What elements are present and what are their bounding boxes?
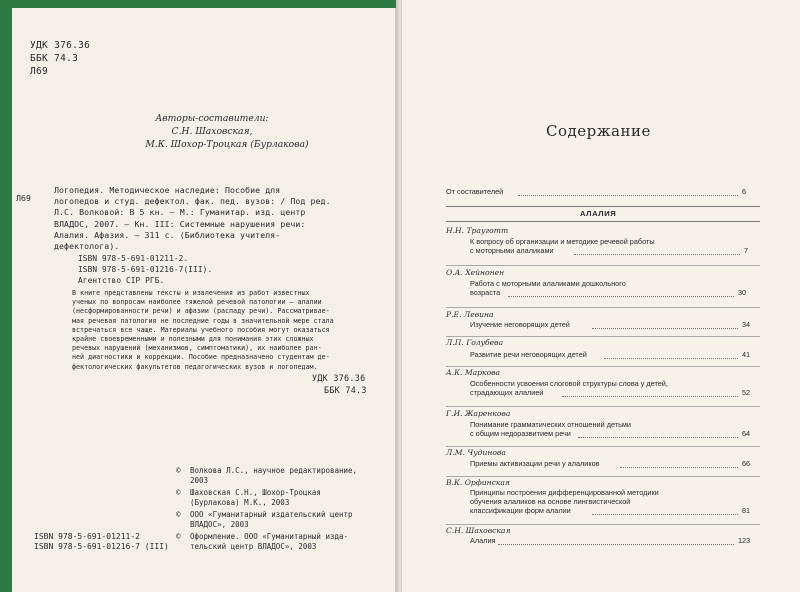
annotation-line: ней диагностики и коррекции. Пособие предназначено студентам де- (72, 353, 330, 362)
leader-dots (592, 328, 738, 329)
udk-code-2: УДК 376.36 (312, 373, 366, 383)
section-rule-top (446, 206, 760, 207)
annotation-line: крайне своевременными и полезными для понимания этих сложных (72, 335, 314, 344)
toc-entry-author: О.А. Хейнонен (446, 268, 505, 277)
entry-rule (446, 366, 760, 367)
toc-title-line: обучения алаликов на основе лингвистической (470, 497, 631, 507)
author-2: М.К. Шохор-Троцкая (Бурлакова) (145, 139, 309, 150)
toc-title-line: с моторными алаликами (470, 246, 554, 256)
copyright-line: (Бурлакова) М.К., 2003 (190, 497, 290, 507)
annotation-line: речевых нарушений (механизмов, симптоматики), их наиболее ран- (72, 344, 322, 353)
copyright-line: Шаховская С.Н., Шохор-Троцкая (190, 488, 321, 497)
toc-entry-page: 7 (744, 246, 749, 255)
biblio-line: дефектолога). (54, 241, 120, 252)
copyright-line: Оформление. ООО «Гуманитарный изда- (190, 532, 349, 541)
biblio-line: Л.С. Волковой: В 5 кн. — М.: Гуманитар. изд. центр (54, 207, 306, 218)
section-rule-bottom (446, 221, 760, 222)
toc-title-line: страдающих алалией (470, 388, 544, 398)
toc-entry-author: Н.Н. Трауготт (446, 226, 509, 235)
toc-title-line: К вопросу об организации и методике речевой работы (470, 237, 655, 246)
toc-title-line: классификации форм алалии (470, 506, 571, 516)
toc-entry-title (470, 279, 626, 297)
toc-entry-page: 64 (742, 429, 751, 438)
copyright-line: тельский центр ВЛАДОС», 2003 (190, 541, 317, 551)
isbn-line: Агентство CIP РГБ. (78, 275, 165, 285)
toc-section-heading: АЛАЛИЯ (580, 209, 617, 218)
copyright-symbol: © (176, 532, 181, 541)
copyright-symbol: © (176, 488, 181, 497)
isbn-line: ISBN 978-5-691-01211-2. (78, 254, 189, 263)
isbn-line: ISBN 978-5-691-01216-7(III). (78, 264, 213, 274)
toc-entry-author: В.К. Орфинская (446, 478, 510, 487)
leader-dots (562, 396, 738, 397)
biblio-line: Логопедия. Методическое наследие: Пособие для (54, 185, 281, 195)
toc-entry-page: 34 (742, 320, 751, 329)
leader-dots (592, 514, 738, 515)
entry-rule (446, 307, 760, 308)
annotation-line: (несформированности речи) и афазии (распаду речи). Рассматривае- (72, 307, 330, 316)
biblio-line: логопедов и студ. дефектол. фак. пед. вузов: / Под ред. (54, 196, 331, 207)
biblio-code: Л69 (16, 193, 32, 203)
entry-rule (446, 476, 760, 477)
annotation-line: В книге представлены тексты и извлечения из работ известных (72, 289, 310, 297)
toc-entry-author: Л.П. Голубева (446, 338, 504, 347)
biblio-description (54, 185, 331, 252)
leader-dots (518, 195, 738, 196)
toc-entry-page: 81 (742, 506, 751, 515)
leader-dots (604, 358, 738, 359)
toc-entry-title (470, 320, 570, 329)
toc-entry-title (470, 459, 600, 468)
toc-entry-title (470, 536, 495, 545)
toc-entry-title (470, 488, 659, 516)
toc-heading: Содержание (546, 122, 651, 140)
leader-dots (498, 544, 734, 545)
annotation-line: ученых по вопросам наиболее тяжелой речевой патологии — алалии (72, 298, 322, 307)
toc-entry-page: 30 (738, 288, 747, 297)
entry-rule (446, 524, 760, 525)
toc-entry-author: А.К. Маркова (446, 368, 501, 377)
bbk-code: ББК 74.3 (30, 53, 79, 64)
toc-entry-page: 66 (742, 459, 751, 468)
toc-entry-page: 52 (742, 388, 751, 397)
annotation (72, 289, 334, 372)
toc-entry-title (470, 420, 631, 438)
isbn-bottom (34, 532, 169, 552)
copyright-line: Волкова Л.С., научное редактирование, (190, 466, 358, 475)
toc-entry-page: 123 (738, 536, 751, 545)
toc-entry-title (470, 379, 668, 397)
right-page (402, 0, 800, 592)
entry-rule (446, 336, 760, 337)
entry-rule (446, 406, 760, 407)
toc-title-line: Алалия (470, 536, 496, 545)
toc-title-line: Приемы активизации речи у алаликов (470, 459, 600, 468)
copyright-line: ООО «Гуманитарный издательский центр (190, 510, 353, 519)
toc-title-line: Работа с моторными алаликами дошкольного (470, 279, 626, 288)
left-page (12, 8, 396, 592)
author-1: С.Н. Шаховская, (171, 126, 253, 137)
toc-entry-author: С.Н. Шаховская (446, 526, 511, 535)
leader-dots (620, 467, 738, 468)
toc-entry-title (470, 237, 655, 255)
toc-title-line: Особенности усвоения слоговой структуры слова у детей, (470, 379, 668, 388)
toc-title-line: Развитие речи неговорящих детей (470, 350, 587, 359)
toc-preface-page: 6 (742, 187, 747, 196)
toc-title-line: с общим недоразвитием речи (470, 429, 571, 439)
copyright-symbol: © (176, 510, 181, 519)
leader-dots (574, 254, 740, 255)
biblio-line: ВЛАДОС, 2007. — Кн. III: Системные нарушения речи: (54, 218, 306, 229)
entry-rule (446, 265, 760, 266)
isbn-bottom-line: ISBN 978-5-691-01211-2 (34, 532, 140, 541)
toc-title-line: Изучение неговорящих детей (470, 320, 570, 329)
udk-code: УДК 376.36 (30, 40, 91, 51)
biblio-line: Алалия. Афазия. — 311 с. (Библиотека учителя- (54, 229, 281, 240)
copyright-line: ВЛАДОС», 2003 (190, 519, 249, 529)
annotation-line: фектологических факультетов педагогических вузов и логопедам. (72, 362, 318, 371)
toc-title-line: Принципы построения дифференцированной методики (470, 488, 659, 497)
leader-dots (508, 296, 734, 297)
bbk-code-2: ББК 74.3 (324, 385, 367, 395)
toc-title-line: возраста (470, 288, 501, 298)
toc-entry-author: Г.И. Жаренкова (446, 409, 511, 418)
isbn-bottom-line: ISBN 978-5-691-01216-7 (III) (34, 542, 169, 551)
entry-rule (446, 446, 760, 447)
toc-entry-page: 41 (742, 350, 751, 359)
authors-label: Авторы-составители: (155, 113, 269, 124)
toc-preface-title: От составителей (446, 187, 504, 196)
copyright-line: 2003 (190, 475, 209, 485)
annotation-line: мая речевая патология не последние годы в значительной мере стала (72, 316, 334, 325)
annotation-line: встречаться все чаще. Материалы учебного пособия могут оказаться (72, 325, 330, 334)
toc-entry-author: Л.М. Чудинова (446, 448, 506, 457)
author-mark: Л69 (30, 66, 49, 77)
leader-dots (578, 437, 738, 438)
toc-entry-title (470, 350, 587, 359)
isbn-block (78, 254, 212, 286)
toc-entry-author: Р.Е. Левина (446, 310, 494, 319)
toc-title-line: Понимание грамматических отношений детьми (470, 420, 632, 429)
copyright-symbol: © (176, 466, 181, 475)
